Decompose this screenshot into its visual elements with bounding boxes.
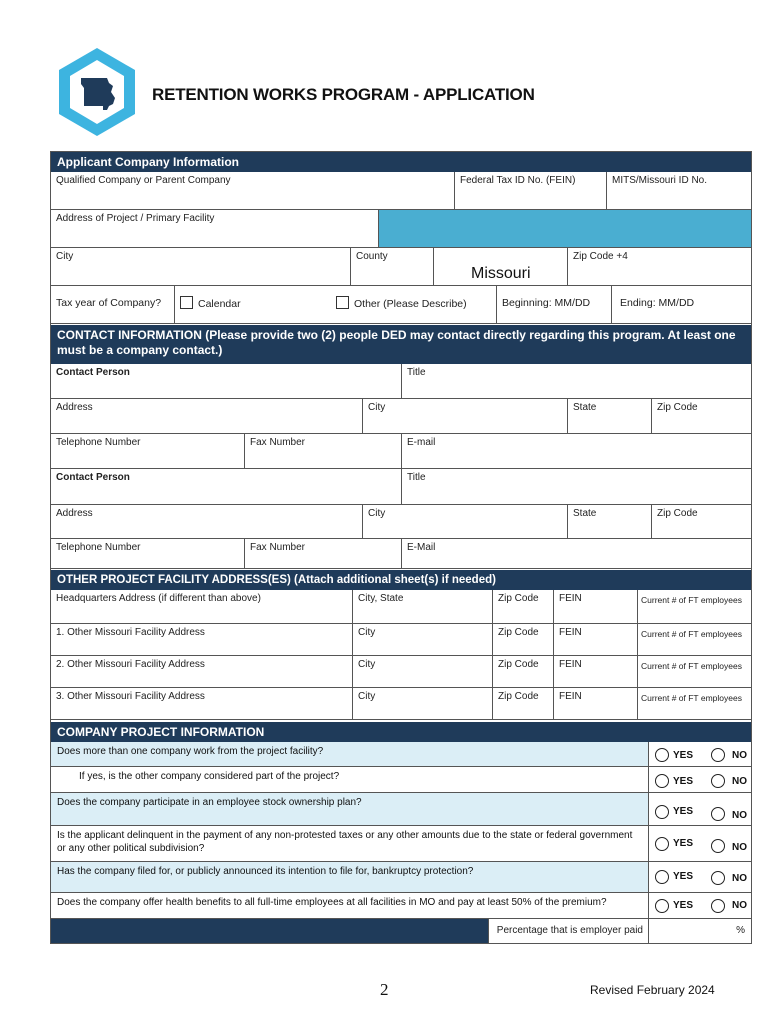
facility-city[interactable]: City <box>352 688 492 720</box>
q3-yes-label: YES <box>673 806 694 817</box>
q6-no-label: NO <box>732 900 747 911</box>
contact-address-2[interactable]: Address <box>51 505 362 539</box>
question-2: If yes, is the other company considered part of the project? <box>51 767 648 793</box>
q6-yes-label: YES <box>673 900 694 911</box>
facility-address[interactable]: 1. Other Missouri Facility Address <box>51 624 352 656</box>
q1-yes-label: YES <box>673 750 694 761</box>
ending-field[interactable]: Ending: MM/DD <box>611 286 751 324</box>
facility-employees[interactable]: Current # of FT employees <box>637 590 751 624</box>
contact-city-2[interactable]: City <box>362 505 567 539</box>
facility-address[interactable]: Headquarters Address (if different than above) <box>51 590 352 624</box>
contact-header: CONTACT INFORMATION (Please provide two (2) people DED may contact directly regarding this program. At least one must be a company contact.) <box>51 325 751 364</box>
q2-no-label: NO <box>732 776 747 787</box>
percentage-field[interactable]: % <box>648 919 751 943</box>
facility-employees[interactable]: Current # of FT employees <box>637 656 751 688</box>
address-blue-block <box>378 210 751 248</box>
q4-yes-radio[interactable] <box>655 837 669 851</box>
facility-city[interactable]: City <box>352 656 492 688</box>
page-title: RETENTION WORKS PROGRAM - APPLICATION <box>152 85 535 104</box>
company-field[interactable]: Qualified Company or Parent Company <box>51 172 454 210</box>
q3-no-label: NO <box>732 810 747 821</box>
tax-year-label: Tax year of Company? <box>51 286 174 324</box>
facility-fein[interactable]: FEIN <box>553 656 637 688</box>
q4-no-radio[interactable] <box>711 839 725 853</box>
question-1: Does more than one company work from the project facility? <box>51 742 648 767</box>
facility-fein[interactable]: FEIN <box>553 590 637 624</box>
q3-no-radio[interactable] <box>711 807 725 821</box>
project-header: COMPANY PROJECT INFORMATION <box>51 722 751 742</box>
calendar-option[interactable] <box>174 286 331 324</box>
contact-state-2[interactable]: State <box>567 505 651 539</box>
project-address-field[interactable]: Address of Project / Primary Facility <box>51 210 378 248</box>
contact-person-2[interactable]: Contact Person <box>51 469 401 505</box>
facility-employees[interactable]: Current # of FT employees <box>637 688 751 720</box>
facility-zip[interactable]: Zip Code <box>492 656 553 688</box>
calendar-checkbox[interactable] <box>180 296 193 309</box>
state-value: Missouri <box>471 265 531 282</box>
contact-zip-1[interactable]: Zip Code <box>651 399 751 434</box>
contact-person-1[interactable]: Contact Person <box>51 364 401 399</box>
fein-field[interactable]: Federal Tax ID No. (FEIN) <box>454 172 606 210</box>
facility-zip[interactable]: Zip Code <box>492 688 553 720</box>
q4-no-label: NO <box>732 842 747 853</box>
contact-city-1[interactable]: City <box>362 399 567 434</box>
contact-address-1[interactable]: Address <box>51 399 362 434</box>
facility-address[interactable]: 3. Other Missouri Facility Address <box>51 688 352 720</box>
contact-fax-1[interactable]: Fax Number <box>244 434 401 469</box>
facility-address[interactable]: 2. Other Missouri Facility Address <box>51 656 352 688</box>
facility-zip[interactable]: Zip Code <box>492 590 553 624</box>
application-form <box>50 151 752 944</box>
facility-fein[interactable]: FEIN <box>553 688 637 720</box>
missouri-logo-icon <box>57 46 137 138</box>
q2-yes-radio[interactable] <box>655 774 669 788</box>
other-label: Other (Please Describe) <box>354 298 467 310</box>
question-3: Does the company participate in an employee stock ownership plan? <box>51 793 648 826</box>
beginning-field[interactable]: Beginning: MM/DD <box>496 286 611 324</box>
q5-no-label: NO <box>732 873 747 884</box>
city-field[interactable]: City <box>51 248 350 286</box>
contact-phone-2[interactable]: Telephone Number <box>51 539 244 569</box>
applicant-header: Applicant Company Information <box>51 152 751 172</box>
question-6: Does the company offer health benefits to all full-time employees at all facilities in MO and pay at least 50% of the premium? <box>51 893 648 919</box>
q1-no-label: NO <box>732 750 747 761</box>
calendar-label: Calendar <box>198 298 241 310</box>
facility-city[interactable]: City <box>352 624 492 656</box>
contact-phone-1[interactable]: Telephone Number <box>51 434 244 469</box>
contact-state-1[interactable]: State <box>567 399 651 434</box>
q4-yes-label: YES <box>673 838 694 849</box>
contact-zip-2[interactable]: Zip Code <box>651 505 751 539</box>
facility-employees[interactable]: Current # of FT employees <box>637 624 751 656</box>
q5-yes-radio[interactable] <box>655 870 669 884</box>
county-field[interactable]: County <box>350 248 433 286</box>
mits-field[interactable]: MITS/Missouri ID No. <box>606 172 751 210</box>
revised-date: Revised February 2024 <box>590 983 715 997</box>
q3-yes-radio[interactable] <box>655 805 669 819</box>
q2-no-radio[interactable] <box>711 774 725 788</box>
percentage-dark-block <box>51 919 488 943</box>
q1-yes-radio[interactable] <box>655 748 669 762</box>
q5-yes-label: YES <box>673 871 694 882</box>
q1-no-radio[interactable] <box>711 748 725 762</box>
question-4: Is the applicant delinquent in the payment of any non-protested taxes or any other amounts due to the state or federal government or any other political subdivision? <box>51 826 648 862</box>
question-5: Has the company filed for, or publicly announced its intention to file for, bankruptcy protection? <box>51 862 648 893</box>
facility-fein[interactable]: FEIN <box>553 624 637 656</box>
facility-zip[interactable]: Zip Code <box>492 624 553 656</box>
percentage-label: Percentage that is employer paid <box>488 919 648 943</box>
facility-header: OTHER PROJECT FACILITY ADDRESS(ES) (Attach additional sheet(s) if needed) <box>51 570 751 590</box>
q6-yes-radio[interactable] <box>655 899 669 913</box>
contact-email-2[interactable]: E-Mail <box>401 539 751 569</box>
page-number: 2 <box>380 980 389 999</box>
facility-city[interactable]: City, State <box>352 590 492 624</box>
q2-yes-label: YES <box>673 776 694 787</box>
contact-title-1[interactable]: Title <box>401 364 751 399</box>
contact-title-2[interactable]: Title <box>401 469 751 505</box>
q5-no-radio[interactable] <box>711 871 725 885</box>
contact-email-1[interactable]: E-mail <box>401 434 751 469</box>
contact-fax-2[interactable]: Fax Number <box>244 539 401 569</box>
other-option[interactable] <box>331 286 496 324</box>
q6-no-radio[interactable] <box>711 899 725 913</box>
zip4-field[interactable]: Zip Code +4 <box>567 248 751 286</box>
other-checkbox[interactable] <box>336 296 349 309</box>
